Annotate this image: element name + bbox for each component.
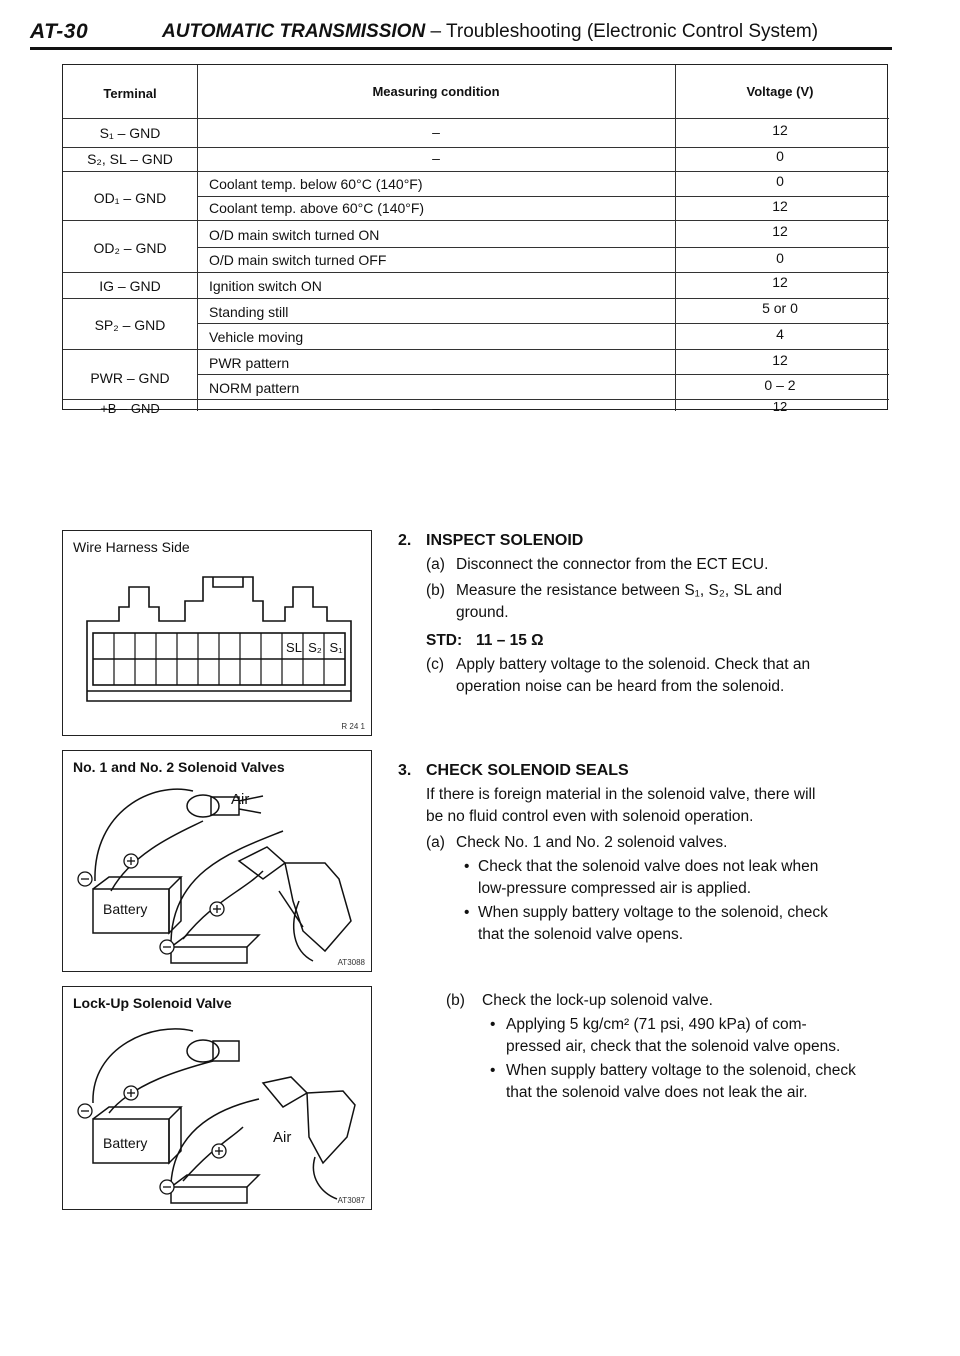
row-rule xyxy=(63,220,889,221)
terminal-label-s2: S₂ xyxy=(308,640,322,655)
lockup-valve-caption: Lock-Up Solenoid Valve xyxy=(73,995,232,1011)
sub-row-rule xyxy=(197,323,889,324)
battery-label: Battery xyxy=(103,901,148,917)
bullet: • xyxy=(490,1016,496,1033)
table-row-condition: O/D main switch turned ON xyxy=(209,227,380,243)
step-text: Check the lock-up solenoid valve. xyxy=(482,992,713,1009)
header-rule xyxy=(30,47,892,50)
figure-code: AT3088 xyxy=(337,958,365,967)
step-text: Measure the resistance between S₁, S₂, SL and xyxy=(456,582,783,599)
title-dash: – xyxy=(430,21,442,42)
connector-diagram xyxy=(63,531,373,737)
bullet-text: pressed air, check that the solenoid valve opens. xyxy=(506,1038,841,1055)
table-row-voltage: 0 xyxy=(776,148,784,164)
step-label: (a) xyxy=(426,834,445,851)
table-row-voltage: 0 xyxy=(776,173,784,189)
terminal-label-s1: S₁ xyxy=(329,640,343,655)
section-title: INSPECT SOLENOID xyxy=(426,532,584,549)
air-label: Air xyxy=(231,791,250,808)
connector-caption: Wire Harness Side xyxy=(73,539,190,555)
step-text: Check No. 1 and No. 2 solenoid valves. xyxy=(456,834,728,851)
table-row-condition: Ignition switch ON xyxy=(209,278,322,294)
section-number: 3. xyxy=(398,762,412,779)
connector-figure xyxy=(62,530,372,736)
step-label: (c) xyxy=(426,656,445,673)
bullet: • xyxy=(464,858,470,875)
sub-row-rule xyxy=(197,247,889,248)
table-row-terminal: OD₁ – GND xyxy=(93,190,167,206)
table-row-terminal: OD₂ – GND xyxy=(93,240,167,256)
std-value: 11 – 15 Ω xyxy=(476,632,544,649)
header-terminal: Terminal xyxy=(103,86,157,101)
table-row-condition: – xyxy=(432,124,440,140)
intro-text: be no fluid control even with solenoid operation. xyxy=(426,808,754,825)
table-row-voltage: 12 xyxy=(772,399,788,414)
section-title: AUTOMATIC TRANSMISSION xyxy=(162,21,426,42)
battery-label: Battery xyxy=(103,1135,148,1151)
figure-code: R 24 1 xyxy=(341,722,365,731)
row-rule xyxy=(63,349,889,350)
bullet: • xyxy=(464,904,470,921)
table-row-terminal: PWR – GND xyxy=(90,370,170,386)
table-row-terminal: SP₂ – GND xyxy=(94,317,166,333)
subsection-title: Troubleshooting (Electronic Control System) xyxy=(445,21,819,42)
bullet-text: that the solenoid valve does not leak the air. xyxy=(506,1084,808,1101)
std-label: STD: xyxy=(426,632,463,649)
table-col-divider xyxy=(197,65,198,411)
table-row-condition: PWR pattern xyxy=(209,355,290,371)
table-row-condition: NORM pattern xyxy=(209,380,300,396)
table-row-voltage: 12 xyxy=(772,352,788,368)
table-row-terminal: S₂, SL – GND xyxy=(87,151,173,167)
table-row-voltage: 12 xyxy=(772,198,788,214)
table-row-voltage: 12 xyxy=(772,223,788,239)
page-code: AT-30 xyxy=(30,20,89,43)
solenoid-valves-figure xyxy=(62,750,372,972)
table-row-terminal: IG – GND xyxy=(99,278,161,294)
table-row-voltage: 0 xyxy=(776,250,784,266)
bullet-text: When supply battery voltage to the solenoid, check xyxy=(506,1062,856,1079)
table-row-voltage: 12 xyxy=(772,274,788,290)
section-title: CHECK SOLENOID SEALS xyxy=(426,762,629,779)
table-row-voltage: 0 – 2 xyxy=(764,377,796,393)
step-label: (b) xyxy=(446,992,465,1009)
lockup-valve-figure xyxy=(62,986,372,1210)
table-row-condition: Vehicle moving xyxy=(209,329,304,345)
step-label: (a) xyxy=(426,556,445,573)
header-rule xyxy=(63,118,889,119)
step-text: ground. xyxy=(456,604,509,621)
bullet-text: When supply battery voltage to the solenoid, check xyxy=(478,904,828,921)
page-title xyxy=(162,21,818,43)
air-label: Air xyxy=(273,1129,292,1146)
table-row-condition: – xyxy=(432,150,440,166)
table-row-condition: – xyxy=(432,401,440,416)
page-header xyxy=(30,20,892,48)
terminal-label-sl: SL xyxy=(286,640,302,655)
bullet-text: low-pressure compressed air is applied. xyxy=(478,880,752,897)
step-text: Apply battery voltage to the solenoid. Check that an xyxy=(456,656,811,673)
lockup-valve-illustration xyxy=(63,987,373,1211)
bullet: • xyxy=(490,1062,496,1079)
table-row-voltage: 4 xyxy=(776,326,784,342)
header-voltage: Voltage (V) xyxy=(746,84,814,99)
table-row-voltage: 12 xyxy=(772,122,788,138)
table-row-terminal: S₁ – GND xyxy=(99,125,161,141)
table-row-terminal: +B – GND xyxy=(100,401,160,416)
bullet-text: Check that the solenoid valve does not leak when xyxy=(478,858,819,875)
table-row-condition: Standing still xyxy=(209,304,289,320)
intro-text: If there is foreign material in the solenoid valve, there will xyxy=(426,786,816,803)
bullet-text: Applying 5 kg/cm² (71 psi, 490 kPa) of com- xyxy=(506,1016,807,1033)
figure-code: AT3087 xyxy=(337,1196,365,1205)
voltage-table xyxy=(62,64,888,416)
sub-row-rule xyxy=(197,374,889,375)
table-row-condition: O/D main switch turned OFF xyxy=(209,252,387,268)
solenoid-valves-caption: No. 1 and No. 2 Solenoid Valves xyxy=(73,759,285,775)
step-text: operation noise can be heard from the solenoid. xyxy=(456,678,785,695)
solenoid-valves-illustration xyxy=(63,751,373,973)
bullet-text: that the solenoid valve opens. xyxy=(478,926,684,943)
table-row-condition: Coolant temp. above 60°C (140°F) xyxy=(209,200,425,216)
step-label: (b) xyxy=(426,582,445,599)
table-row-condition: Coolant temp. below 60°C (140°F) xyxy=(209,176,423,192)
header-condition: Measuring condition xyxy=(372,84,500,99)
step-text: Disconnect the connector from the ECT ECU. xyxy=(456,556,769,573)
section-number: 2. xyxy=(398,532,412,549)
table-row-voltage: 5 or 0 xyxy=(762,300,798,316)
